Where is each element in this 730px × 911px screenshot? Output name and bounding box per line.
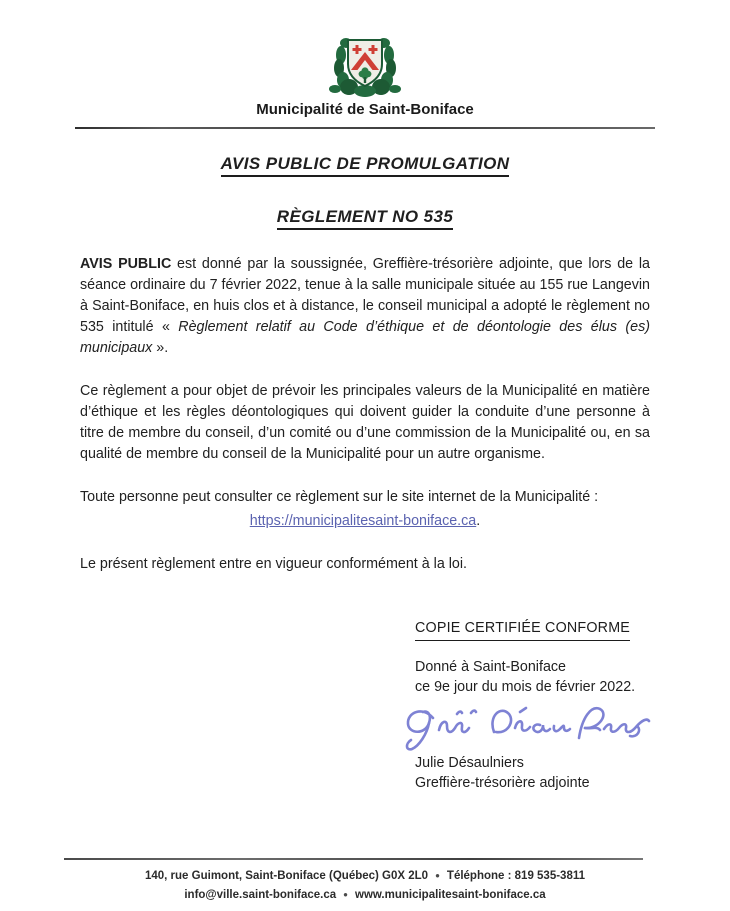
footer-phone: Téléphone : 819 535-3811	[446, 870, 585, 882]
footer-address: 140, rue Guimont, Saint-Boniface (Québec) G0X 2L0	[144, 870, 429, 882]
bylaw-title-text: RÈGLEMENT NO 535	[277, 207, 453, 230]
certification-place: Donné à Saint-Boniface	[415, 659, 567, 675]
certification-block	[415, 619, 650, 793]
footer-website: www.municipalitesaint-boniface.ca	[355, 888, 546, 901]
website-link-line	[80, 511, 650, 532]
certification-date-block	[415, 658, 650, 697]
bullet-icon: ●	[435, 871, 440, 880]
org-name: Municipalité de Saint-Boniface	[256, 101, 474, 118]
paragraph-end: ».	[152, 340, 169, 356]
signer-name: Julie Désaulniers	[415, 755, 524, 771]
link-period: .	[476, 513, 481, 529]
paragraph-text: est donné par la soussignée, Greffière-trésorière adjointe, que lors de la séance ordinaire du 7 février 2022, tenue à la salle municipale située au 155 rue Langevin à Saint-Boniface, en huis clos et à distance, le conseil municipal a adopté le règlement no 535 intitulé «	[80, 256, 650, 335]
notice-title-text: AVIS PUBLIC DE PROMULGATION	[221, 154, 510, 177]
page-footer	[0, 858, 730, 904]
handwritten-signature-icon	[399, 702, 651, 754]
notice-body	[0, 154, 730, 793]
bullet-icon: ●	[343, 889, 348, 899]
certified-copy-title: COPIE CERTIFIÉE CONFORME	[415, 619, 630, 641]
paragraph-consultation: Toute personne peut consulter ce règlement sur le site internet de la Municipalité :	[80, 489, 599, 505]
paragraph-avis-public	[80, 254, 650, 359]
footer-email: info@ville.saint-boniface.ca	[184, 888, 337, 901]
paragraph-lead-bold: AVIS PUBLIC	[80, 256, 172, 272]
notice-title	[80, 154, 650, 174]
bylaw-title	[80, 207, 650, 227]
footer-address-line	[0, 867, 730, 886]
paragraph-object: Ce règlement a pour objet de prévoir les principales valeurs de la Municipalité en matière d’éthique et les règles déontologiques qui doivent guider la conduite d’une personne à titre de membre du conseil, d’un comité ou d’une commission de la Municipalité ou, en sa qualité de membre du conseil de la Municipalité pour un autre organisme.	[80, 383, 650, 462]
header-divider	[75, 127, 655, 129]
certification-date: ce 9e jour du mois de février 2022.	[415, 678, 636, 695]
bylaw-name-italic: Règlement relatif au Code d’éthique et de déontologie des élus (es) municipaux	[80, 319, 650, 356]
footer-contact-line	[0, 886, 730, 905]
coat-of-arms-icon	[322, 34, 408, 98]
municipality-website-link[interactable]: https://municipalitesaint-boniface.ca	[249, 513, 477, 529]
signer-role: Greffière-trésorière adjointe	[415, 774, 590, 791]
footer-divider	[64, 858, 643, 860]
paragraph-vigueur: Le présent règlement entre en vigueur conformément à la loi.	[80, 556, 468, 572]
